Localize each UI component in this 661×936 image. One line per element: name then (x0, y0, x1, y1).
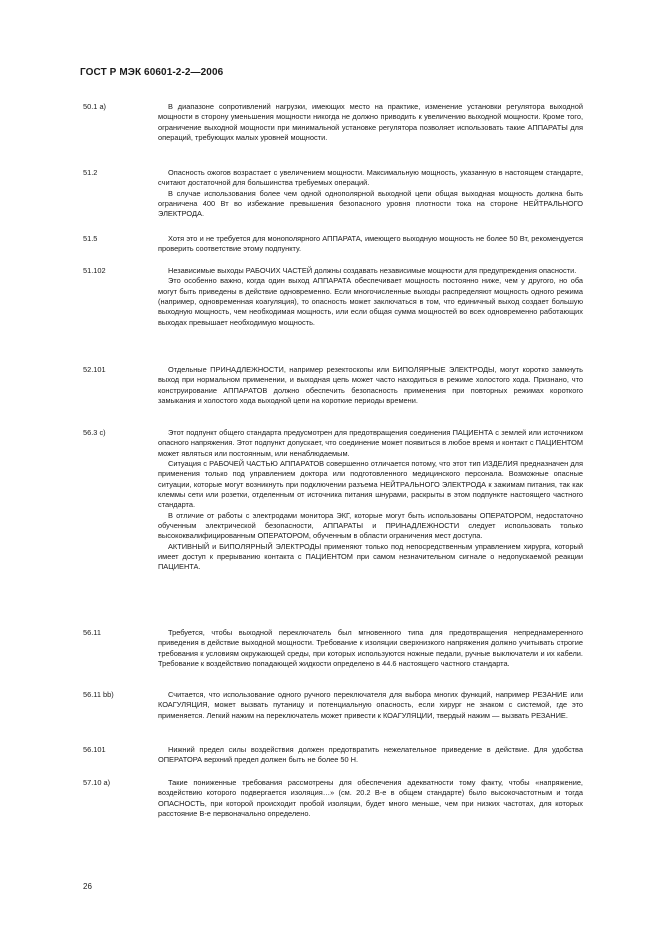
section-body (158, 428, 583, 573)
paragraph: Ситуация с РАБОЧЕЙ ЧАСТЬЮ АППАРАТОВ совершенно отличается потому, что этот тип ИЗДЕЛИЯ предназначен для применения только под управлением доктора или подготовленного медицинского персонала. Возможные опасные ситуации, которые могут возникнуть при подключении разъема НЕЙТРАЛЬНОГО ЭЛЕКТРОДА к зажимам питания, так как клеммы сети или розетки, отделенным от источника питания шнурами, раскрыты в этом подпункте настоящего частного стандарта. (158, 459, 583, 510)
document-header: ГОСТ Р МЭК 60601-2-2—2006 (80, 67, 224, 78)
paragraph: В случае использования более чем одной однополярной выходной цепи общая выходная мощность должна быть ограничена 400 Вт во избежание превышения безопасного уровня плотности тока на стороне НЕЙТРАЛЬНОГО ЭЛЕКТРОДА. (158, 188, 583, 219)
section-body (158, 168, 583, 220)
paragraph: Отдельные ПРИНАДЛЕЖНОСТИ, например резектоскопы или БИПОЛЯРНЫЕ ЭЛЕКТРОДЫ, могут коротко замкнуть выход при нормальном применении, и выходная цепь может часто находиться в режиме холостого хода. Признано, что конструирование АППАРАТОВ должно обеспечить безопасность применения при повторных режимах короткого замыкания и холостого хода выходной цепи на короткие периоды времени. (158, 365, 583, 406)
section-number: 51.2 (83, 168, 98, 177)
section-number: 57.10 a) (83, 778, 111, 787)
section-body (158, 745, 583, 766)
section-number: 56.11 (83, 628, 101, 637)
page-number: 26 (83, 882, 92, 891)
section-number: 52.101 (83, 365, 106, 374)
section-number: 56.11 bb) (83, 690, 114, 699)
paragraph: Опасность ожогов возрастает с увеличением мощности. Максимальную мощность, указанную в настоящем стандарте, считают достаточной для большинства требуемых операций. (158, 168, 583, 188)
section-number: 51.102 (83, 266, 106, 275)
paragraph: Требуется, чтобы выходной переключатель был мгновенного типа для предотвращения непреднамеренного приведения в действие выходной мощности. Требование к изоляции сверхнизкого напряжения должно учитывать строгие требования к условиям окружающей среды, при которых используются ножные педали, ручные выключатели и их кабели. Требование к воздействию попадающей жидкости определено в 44.6 настоящего частного стандарта. (158, 628, 583, 669)
section-number: 51.5 (83, 234, 98, 243)
section-number: 56.101 (83, 745, 106, 754)
section-body (158, 690, 583, 721)
section-body (158, 234, 583, 255)
paragraph: Это особенно важно, когда один выход АППАРАТА обеспечивает мощность постоянно ниже, чем у другого, но оба могут быть приведены в действие одновременно. Если многочисленные выходы распределяют мощность одного режима (например, одновременная коагуляция), то опасность может заключаться в том, что единичный выход создает большую выходную мощность, чем необходимая мощность, или если общая сумма мощностей во всех одновременно работающих выходах превышает необходимую мощность. (158, 276, 583, 327)
paragraph: Независимые выходы РАБОЧИХ ЧАСТЕЙ должны создавать независимые мощности для предупреждения опасности. (168, 266, 577, 275)
section-body (158, 102, 583, 143)
paragraph: Этот подпункт общего стандарта предусмотрен для предотвращения соединения ПАЦИЕНТА с землей или источником опасного напряжения. Этот подпункт допускает, что соединение может появиться в любое время и контакт с ПАЦИЕНТОМ может являться или постоянным, или ненаблюдаемым. (158, 428, 583, 458)
paragraph: АКТИВНЫЙ и БИПОЛЯРНЫЙ ЭЛЕКТРОДЫ применяют только под непосредственным управлением хирурга, который имеет доступ к прерыванию контакта с ПАЦИЕНТОМ при самом незначительном сигнале о недопускаемой реакции ПАЦИЕНТА. (158, 541, 583, 572)
paragraph: Хотя это и не требуется для монополярного АППАРАТА, имеющего выходную мощность не более 50 Вт, рекомендуется проверить соответствие этому подпункту. (158, 234, 583, 254)
section-number: 56.3 c) (83, 428, 106, 437)
paragraph: Нижний предел силы воздействия должен предотвратить нежелательное приведение в действие. Для удобства ОПЕРАТОРА верхний предел должен быть не более 50 Н. (158, 745, 583, 765)
section-body (158, 778, 583, 819)
section-body (158, 365, 583, 406)
paragraph: В диапазоне сопротивлений нагрузки, имеющих место на практике, изменение установки регулятора выходной мощности в сторону уменьшения мощности никогда не должно приводить к увеличению выходной мощности. Кроме того, ограничение выходной мощности при минимальной установке регулятора позволяет использовать такие АППАРАТЫ для операций, требующих малых уровней мощности. (158, 102, 583, 143)
paragraph: Считается, что использование одного ручного переключателя для выбора многих функций, например РЕЗАНИЕ или КОАГУЛЯЦИЯ, может вызвать путаницу и потенциальную опасность, если хирург не знаком с системой, где это применяется. Легкий нажим на переключатель может привести к КОАГУЛЯЦИИ, твердый нажим — вызвать РЕЗАНИЕ. (158, 690, 583, 720)
section-body (158, 628, 583, 669)
section-number: 50.1 a) (83, 102, 107, 111)
paragraph: Такие пониженные требования рассмотрены для обеспечения адекватности тому факту, чтобы «напряжение, воздействию которого подвергается изоляция…» (см. 20.2 В-е в общем стандарте) было высокочастотным и тогда ОПАСНОСТЬ, при которой происходит пробой изоляции, будет много меньше, чем при низких частотах, для которых расстояние В-е первоначально определено. (158, 778, 583, 819)
paragraph: В отличие от работы с электродами монитора ЭКГ, которые могут быть использованы ОПЕРАТОРОМ, недостаточно обученным электрической безопасности, АППАРАТЫ и ПРИНАДЛЕЖНОСТИ следует использовать только высококвалифицированным ОПЕРАТОРОМ, обученным в области ограничения мест доступа. (158, 510, 583, 541)
section-body (158, 266, 583, 328)
